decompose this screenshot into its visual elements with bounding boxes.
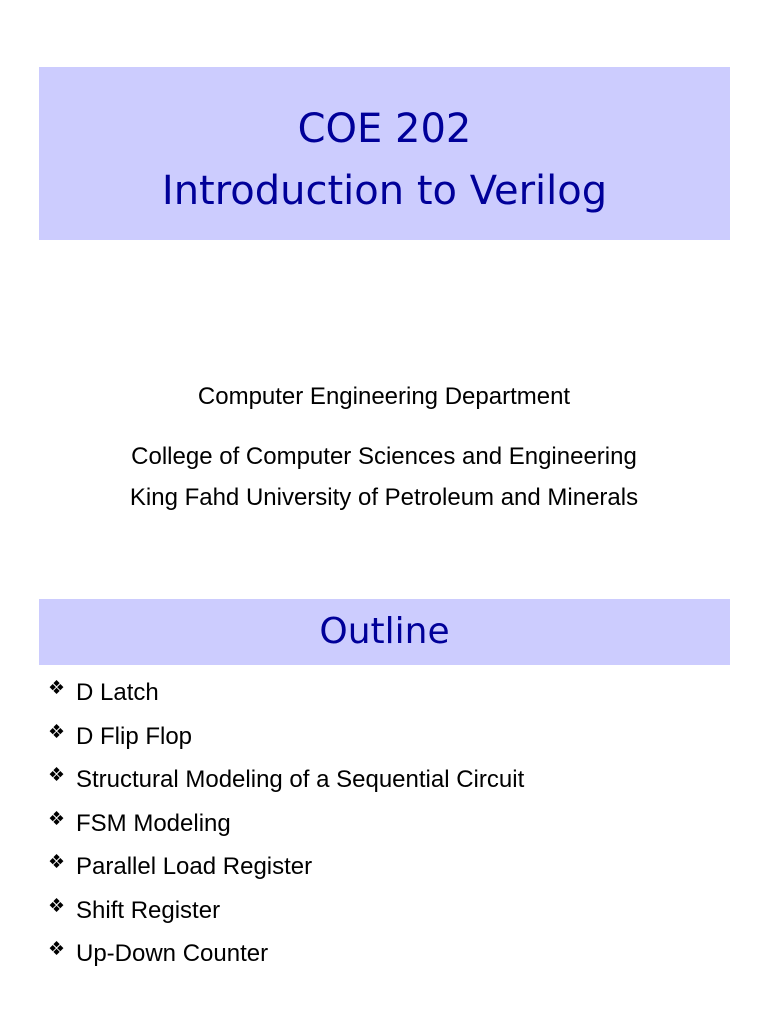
list-item-label: Up-Down Counter bbox=[76, 940, 269, 967]
college-text: College of Computer Sciences and Engineering bbox=[131, 443, 637, 470]
list-item bbox=[48, 937, 524, 981]
department-text: Computer Engineering Department bbox=[197, 383, 571, 410]
title-banner bbox=[39, 67, 730, 240]
diamond-bullet-icon: ❖ bbox=[48, 808, 66, 830]
diamond-bullet-icon: ❖ bbox=[48, 721, 66, 743]
list-item bbox=[48, 894, 524, 938]
list-item bbox=[48, 850, 524, 894]
course-code: COE 202 bbox=[297, 106, 472, 152]
outline-title: Outline bbox=[39, 599, 730, 665]
list-item-label: D Latch bbox=[76, 679, 159, 706]
course-title: Introduction to Verilog bbox=[161, 168, 608, 214]
list-item bbox=[48, 763, 524, 807]
diamond-bullet-icon: ❖ bbox=[48, 895, 66, 917]
list-item bbox=[48, 807, 524, 851]
list-item-label: FSM Modeling bbox=[76, 809, 231, 837]
list-item-label: Shift Register bbox=[76, 896, 221, 924]
list-item bbox=[48, 676, 524, 720]
diamond-bullet-icon: ❖ bbox=[48, 678, 66, 699]
diamond-bullet-icon: ❖ bbox=[48, 939, 66, 960]
outline-list bbox=[48, 676, 524, 981]
diamond-bullet-icon: ❖ bbox=[48, 765, 66, 786]
diamond-bullet-icon: ❖ bbox=[48, 852, 66, 873]
university-text: King Fahd University of Petroleum and Minerals bbox=[129, 484, 639, 511]
list-item bbox=[48, 720, 524, 764]
list-item-label: Parallel Load Register bbox=[76, 853, 313, 880]
list-item-label: D Flip Flop bbox=[76, 722, 193, 750]
list-item-label: Structural Modeling of a Sequential Circuit bbox=[76, 766, 525, 793]
